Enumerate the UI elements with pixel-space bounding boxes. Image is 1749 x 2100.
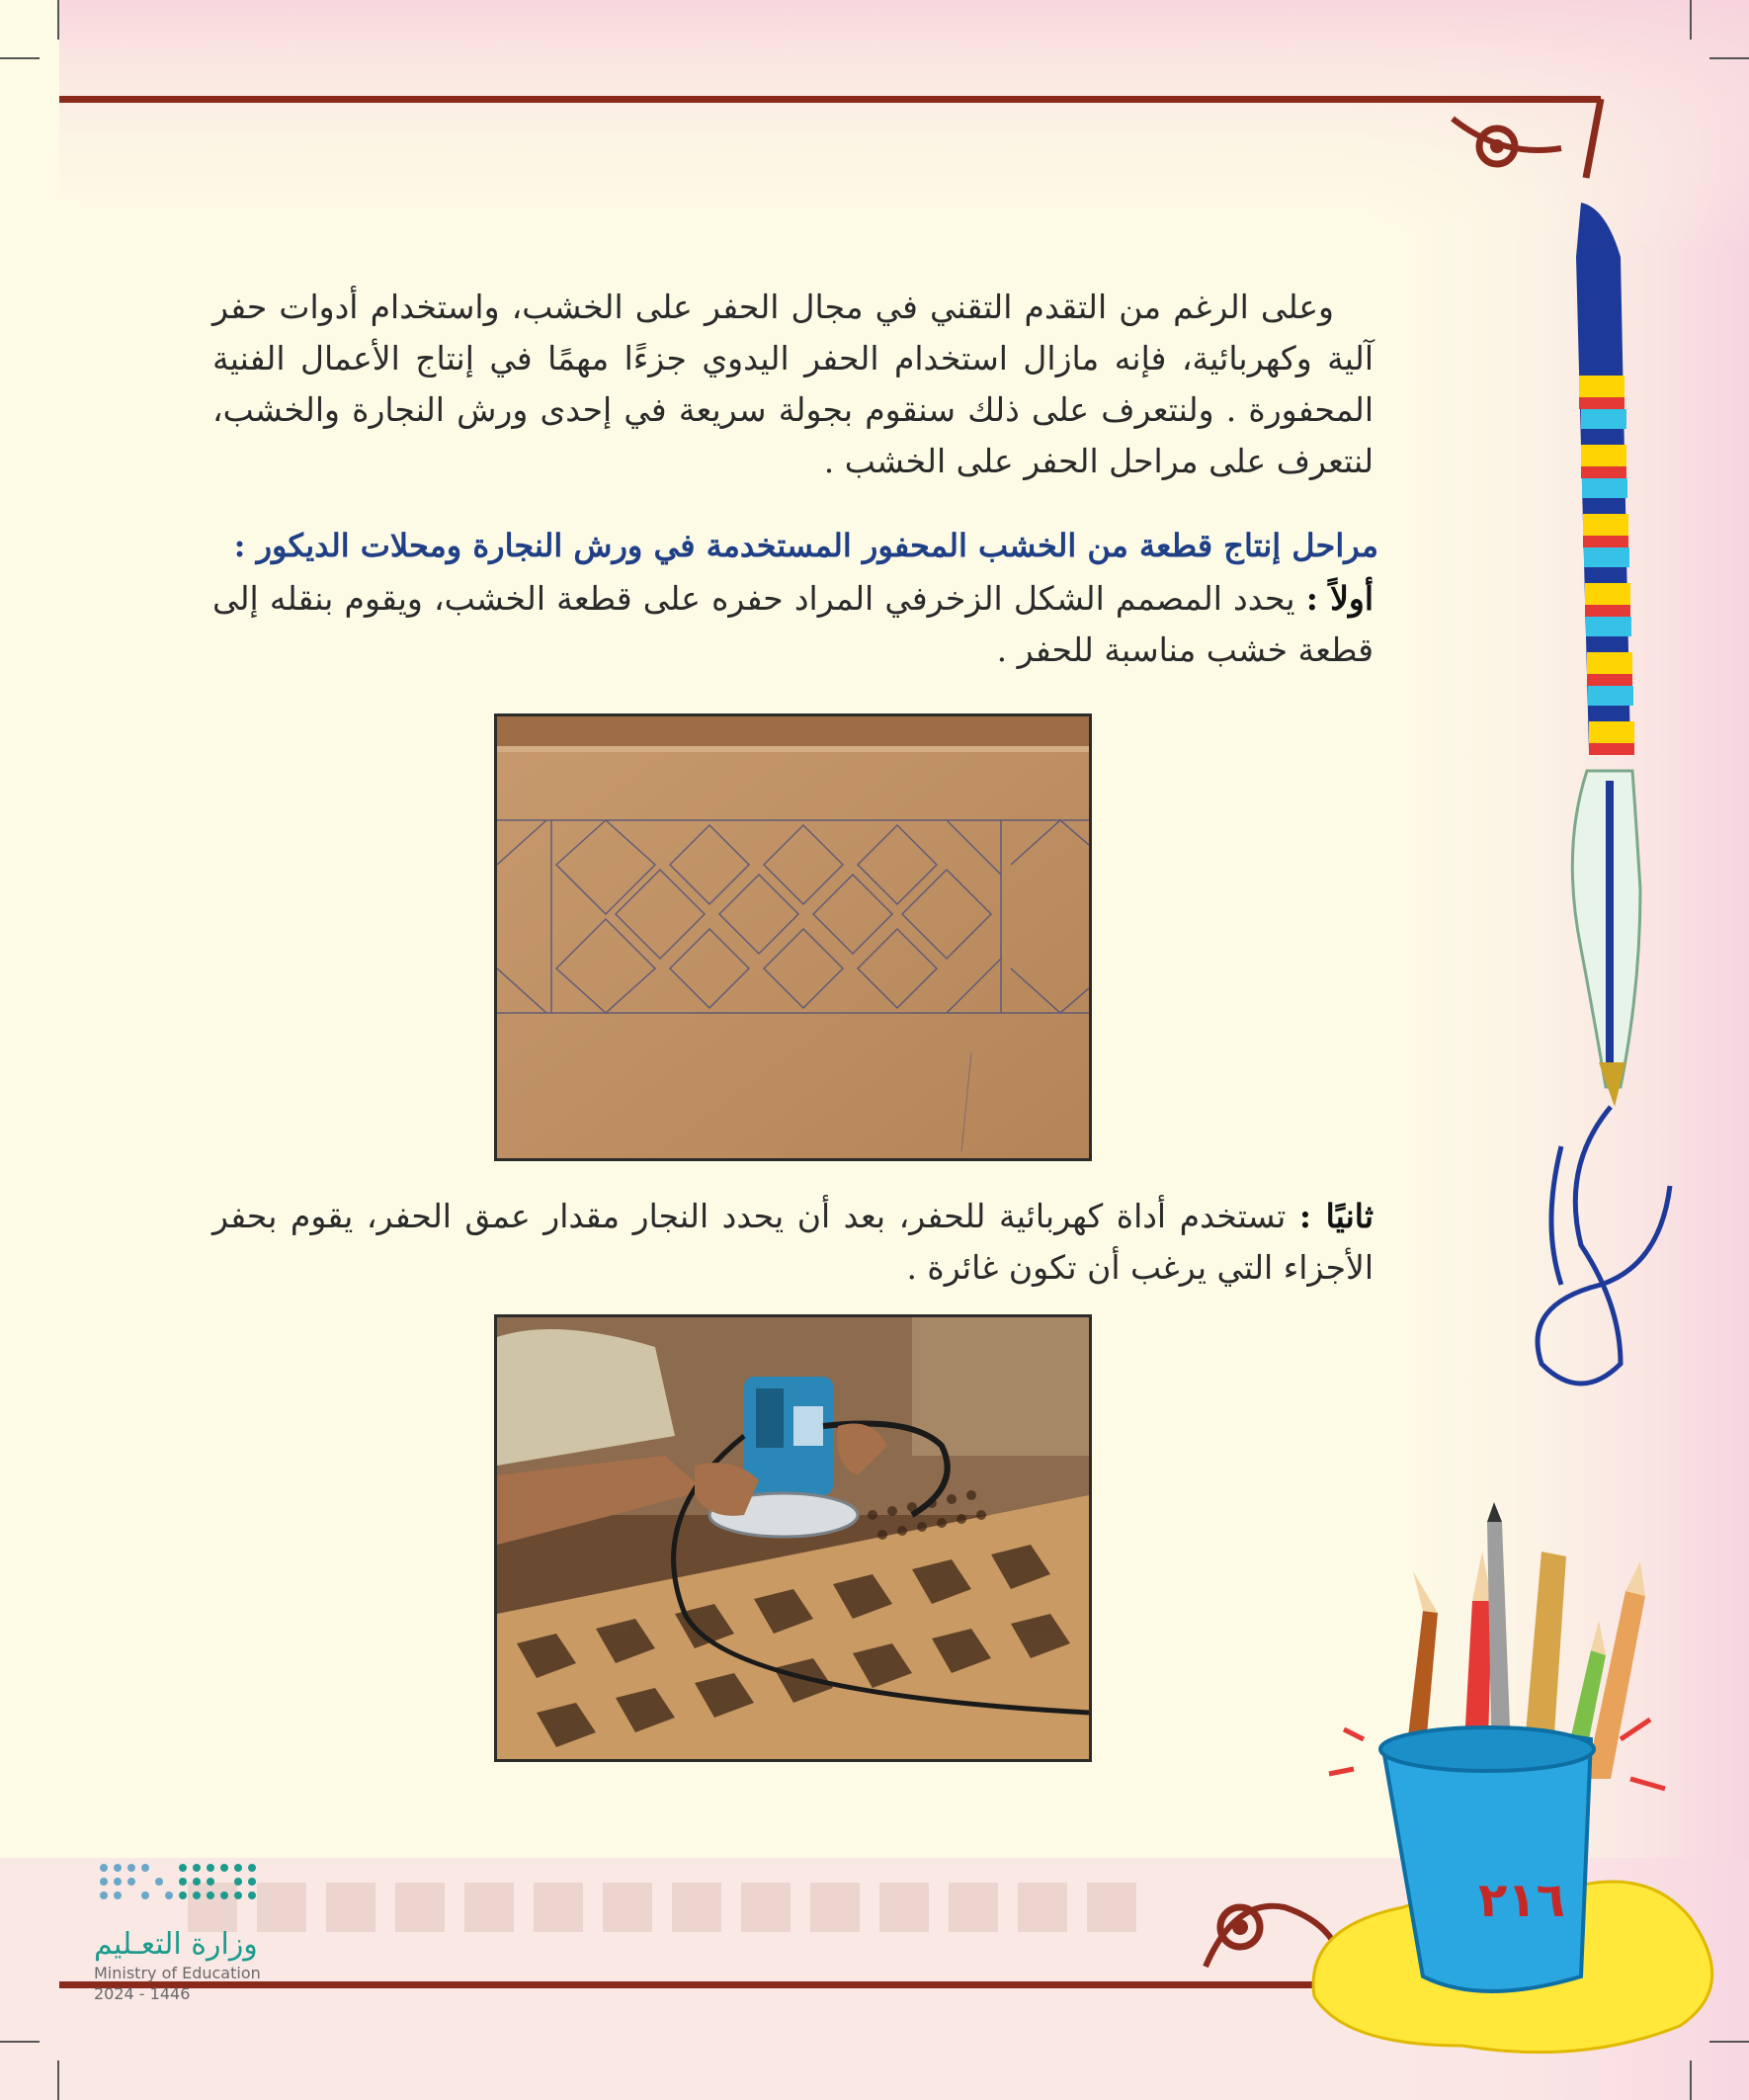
pencil-cup-illustration (1313, 1502, 1712, 2053)
section-heading: مراحل إنتاج قطعة من الخشب المحفور المستخدمة في ورش النجارة ومحلات الديكور : (233, 527, 1378, 564)
intro-text-block (212, 282, 1374, 487)
ministry-logo-dots-icon (94, 1858, 267, 1917)
edition-year: 2024 - 1446 (94, 1984, 191, 2003)
step-1-paragraph (212, 573, 1374, 676)
ministry-name-english: Ministry of Education (94, 1964, 261, 1982)
pen-illustration (1538, 203, 1670, 1384)
step-2-label: ثانيًا : (1298, 1197, 1374, 1235)
step-2-block (212, 1191, 1374, 1294)
step-2-paragraph (212, 1191, 1374, 1294)
page-number: ٢١٦ (1478, 1873, 1565, 1928)
top-border-line (59, 96, 1601, 103)
photo-pattern-sketch-on-wood (494, 714, 1092, 1161)
ministry-logo (94, 1858, 272, 2003)
step-2-text: تستخدم أداة كهربائية للحفر، بعد أن يحدد النجار مقدار عمق الحفر، يقوم بحفر الأجزاء التي يرغب أن تكون غائرة . (212, 1197, 1374, 1287)
step-1-label: أولاً : (1305, 579, 1374, 618)
step-1-block (212, 573, 1374, 676)
photo-electric-router-carving (494, 1314, 1092, 1762)
intro-paragraph: وعلى الرغم من التقدم التقني في مجال الحفر على الخشب، واستخدام أدوات حفر آلية وكهربائية، فإنه مازال استخدام الحفر اليدوي جزءًا مهمًا في إنتاج الأعمال الفنية المحفورة . ولنتعرف على ذلك سنقوم بجولة سريعة في إحدى ورش النجارة والخشب، لنتعرف على مراحل الحفر على الخشب . (212, 288, 1374, 480)
ministry-name-arabic: وزارة التعـليم (94, 1927, 258, 1962)
step-1-text: يحدد المصمم الشكل الزخرفي المراد حفره على قطعة الخشب، ويقوم بنقله إلى قطعة خشب مناسبة للحفر . (212, 579, 1374, 669)
